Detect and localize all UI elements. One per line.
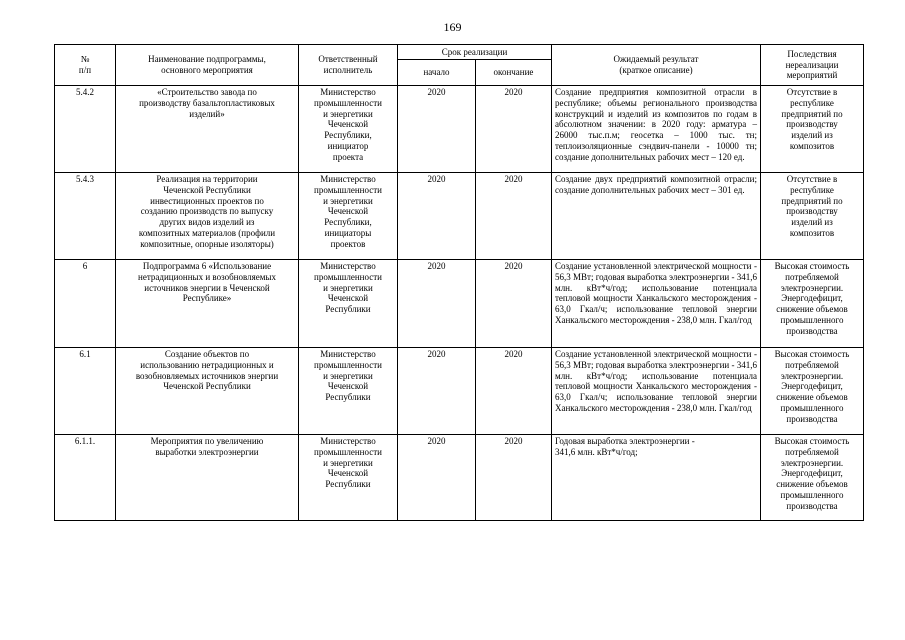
row-start: 2020: [398, 435, 476, 521]
row-name: «Строительство завода по производству базальтопластиковых изделий»: [116, 86, 299, 173]
row-num: 6.1.1.: [55, 435, 116, 521]
row-consequences: Высокая стоимость потребляемой электроэнергии. Энергодефицит, снижение объемов промышленного производства: [761, 260, 864, 348]
table-row: [55, 86, 864, 173]
row-end: 2020: [476, 86, 552, 173]
table-row: [55, 173, 864, 260]
row-result: Создание установленной электрической мощности - 56,3 МВт; годовая выработка электроэнергии - 341,6 млн. кВт*ч/год; использование потенциала тепловой мощности Ханкальского месторождения - 63,0 Гкал/ч; использование тепловой энергии Ханкальского месторождения - 238,0 млн. Гкал/год: [552, 348, 761, 435]
row-name: Подпрограмма 6 «Использование нетрадиционных и возобновляемых источников энергии в Чеченской Республике»: [116, 260, 299, 348]
header-responsible: Ответственный исполнитель: [299, 45, 398, 86]
header-start: начало: [398, 60, 476, 86]
row-end: 2020: [476, 260, 552, 348]
header-consequences: Последствия нереализации мероприятий: [761, 45, 864, 86]
row-num: 5.4.2: [55, 86, 116, 173]
header-period: Срок реализации: [398, 45, 552, 60]
header-end: окончание: [476, 60, 552, 86]
row-consequences: Отсутствие в республике предприятий по производству изделий из композитов: [761, 173, 864, 260]
row-num: 6.1: [55, 348, 116, 435]
row-responsible: Министерство промышленности и энергетики Чеченской Республики: [299, 348, 398, 435]
table-row: [55, 348, 864, 435]
row-name: Мероприятия по увеличению выработки электроэнергии: [116, 435, 299, 521]
row-end: 2020: [476, 173, 552, 260]
row-consequences: Высокая стоимость потребляемой электроэнергии. Энергодефицит, снижение объемов промышленного производства: [761, 348, 864, 435]
row-end: 2020: [476, 435, 552, 521]
row-consequences: Высокая стоимость потребляемой электроэнергии. Энергодефицит, снижение объемов промышленного производства: [761, 435, 864, 521]
row-consequences: Отсутствие в республике предприятий по производству изделий из композитов: [761, 86, 864, 173]
table-row: [55, 435, 864, 521]
row-responsible: Министерство промышленности и энергетики Чеченской Республики: [299, 435, 398, 521]
row-name: Реализация на территории Чеченской Республики инвестиционных проектов по созданию производств по выпуску других видов изделий из композитных материалов (профили композитные, опорные изоляторы): [116, 173, 299, 260]
row-start: 2020: [398, 260, 476, 348]
row-result: Создание установленной электрической мощности - 56,3 МВт; годовая выработка электроэнергии - 341,6 млн. кВт*ч/год; использование потенциала тепловой мощности Ханкальского месторождения - 63,0 Гкал/ч; использование тепловой энергии Ханкальского месторождения - 238,0 млн. Гкал/год: [552, 260, 761, 348]
row-responsible: Министерство промышленности и энергетики Чеченской Республики, инициаторы проектов: [299, 173, 398, 260]
row-responsible: Министерство промышленности и энергетики Чеченской Республики: [299, 260, 398, 348]
header-result: Ожидаемый результат (краткое описание): [552, 45, 761, 86]
row-result: Создание предприятия композитной отрасли в республике; объемы регионального производства конструкций и изделий из композитов по годам в абсолютном значении: в 2020 году: арматура – 26000 тыс.п.м; геосетка – 1000 тыс. тн; теплоизоляционные сэндвич-панели - 10000 тн; создание дополнительных рабочих мест – 120 ед.: [552, 86, 761, 173]
row-responsible: Министерство промышленности и энергетики Чеченской Республики, инициатор проекта: [299, 86, 398, 173]
row-num: 6: [55, 260, 116, 348]
header-name: Наименование подпрограммы, основного мероприятия: [116, 45, 299, 86]
row-name: Создание объектов по использованию нетрадиционных и возобновляемых источников энергии Чеченской Республики: [116, 348, 299, 435]
row-num: 5.4.3: [55, 173, 116, 260]
row-start: 2020: [398, 348, 476, 435]
row-start: 2020: [398, 86, 476, 173]
table-row: [55, 260, 864, 348]
row-result: Создание двух предприятий композитной отрасли; создание дополнительных рабочих мест – 301 ед.: [552, 173, 761, 260]
header-num: № п/п: [55, 45, 116, 86]
program-table: [54, 44, 864, 521]
page-number: 169: [443, 20, 462, 34]
row-start: 2020: [398, 173, 476, 260]
row-end: 2020: [476, 348, 552, 435]
row-result: Годовая выработка электроэнергии - 341,6 млн. кВт*ч/год;: [552, 435, 761, 521]
